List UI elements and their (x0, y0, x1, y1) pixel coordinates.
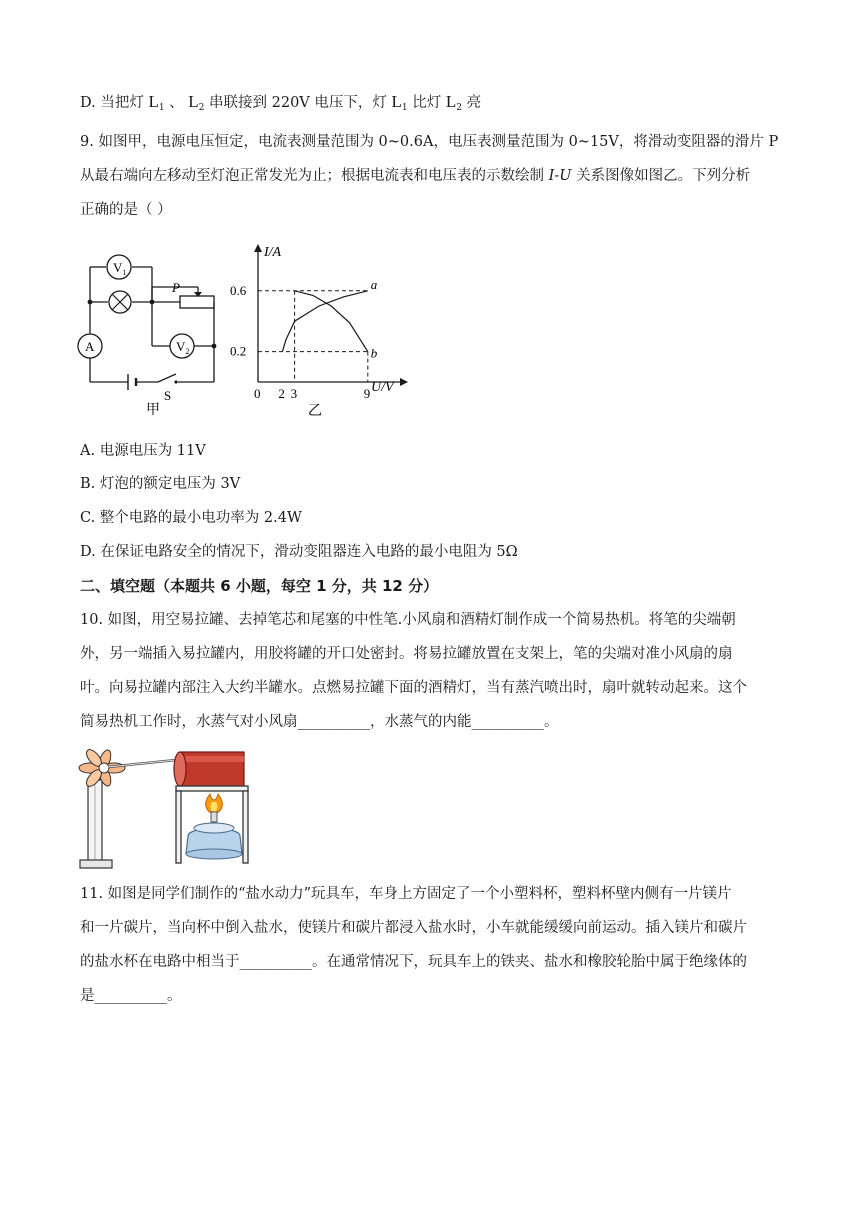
q11-text-line1: 11. 如图是同学们制作的“盐水动力”玩具车，车身上方固定了一个小塑料杯，塑料杯壁内侧有一片镁片 (80, 886, 732, 902)
y-tick-label: 0.2 (230, 343, 247, 359)
fan-stand (80, 780, 112, 868)
chart-caption: 乙 (308, 404, 322, 419)
x-axis-arrow (400, 378, 408, 386)
switch-label: S (164, 388, 172, 403)
series-a-curve (282, 291, 367, 352)
voltmeter-v2 (170, 334, 194, 358)
q10-text-line1: 10. 如图，用空易拉罐、去掉笔芯和尾塞的中性笔.小风扇和酒精灯制作成一个简易热机。将笔的尖端朝 (80, 612, 736, 628)
series-b-curve (295, 291, 368, 352)
tick-labels (230, 283, 370, 401)
circuit-caption: 甲 (146, 403, 160, 418)
y-tick-label: 0.6 (230, 282, 247, 298)
q9-text-line2: 从最右端向左移动至灯泡正常发光为止；根据电流表和电压表的示数绘制 I-U 关系图像如图乙。下列分析 (80, 168, 751, 184)
lamp-symbol (109, 291, 131, 313)
x-tick-label: 0 (254, 386, 261, 401)
q10-text-line2: 外，另一端插入易拉罐内，用胶将罐的开口处密封。将易拉罐放置在支架上，笔的尖端对准小风扇的扇 (80, 646, 733, 662)
section-heading-fill-in: 二、填空题（本题共 6 小题，每空 1 分，共 12 分） (80, 577, 439, 595)
circuit-diagram (72, 250, 232, 418)
ammeter (78, 334, 102, 358)
q10-text-line4: 简易热机工作时，水蒸气对小风扇__________，水蒸气的内能__________。 (80, 714, 559, 730)
svg-text:V2: $V_2$ (176, 339, 190, 356)
x-axis-label: U/V (371, 380, 394, 395)
battery-symbol (128, 374, 136, 390)
slider-label: P (172, 280, 180, 295)
x-tick-label: 3 (290, 386, 298, 401)
y-axis-label: I/A (264, 245, 282, 260)
iu-chart (228, 240, 408, 420)
q9-option-d: D. 在保证电路安全的情况下，滑动变阻器连入电路的最小电阻为 5Ω (80, 544, 518, 560)
q9-text-line3: 正确的是（ ） (80, 202, 172, 218)
q11-text-line4: 是__________。 (80, 988, 182, 1004)
voltmeter-v1 (107, 255, 131, 279)
q9-option-a: A. 电源电压为 11V (80, 443, 206, 459)
series-a-label: a (370, 276, 378, 292)
q9-text-line1: 9. 如图甲，电源电压恒定，电流表测量范围为 0~0.6A，电压表测量范围为 0~15V，将滑动变阻器的滑片 P (80, 134, 779, 150)
q11-text-line3: 的盐水杯在电路中相当于__________。在通常情况下，玩具车上的铁夹、盐水和橡胶轮胎中属于绝缘体的 (80, 954, 747, 970)
svg-text:A: A (85, 339, 95, 354)
series-lines (282, 277, 377, 361)
q11-text-line2: 和一片碳片，当向杯中倒入盐水，使镁片和碳片都浸入盐水时，小车就能缓缓向前运动。插入镁片和碳片 (80, 920, 747, 936)
q9-option-c: C. 整个电路的最小电功率为 2.4W (80, 510, 302, 526)
heat-engine-illustration (76, 746, 252, 874)
guide-lines (258, 291, 368, 382)
x-tick-label: 9 (363, 386, 371, 401)
q8-option-d: D. 当把灯 $L_1$ 、 $L_2$ 串联接到 220V 电压下，灯 $L_1$ 比灯 $L_2$ 亮 (80, 92, 482, 113)
svg-text:V1: $V_1$ (113, 260, 127, 277)
series-b-label: b (370, 345, 378, 361)
q9-option-b: B. 灯泡的额定电压为 3V (80, 476, 241, 492)
q10-text-line3: 叶。向易拉罐内部注入大约半罐水。点燃易拉罐下面的酒精灯，当有蒸汽喷出时，扇叶就转动起来。这个 (80, 680, 747, 696)
can-icon (174, 752, 244, 786)
alcohol-lamp-icon (186, 794, 242, 859)
x-tick-label: 2 (278, 386, 285, 401)
y-axis-arrow (254, 244, 262, 252)
